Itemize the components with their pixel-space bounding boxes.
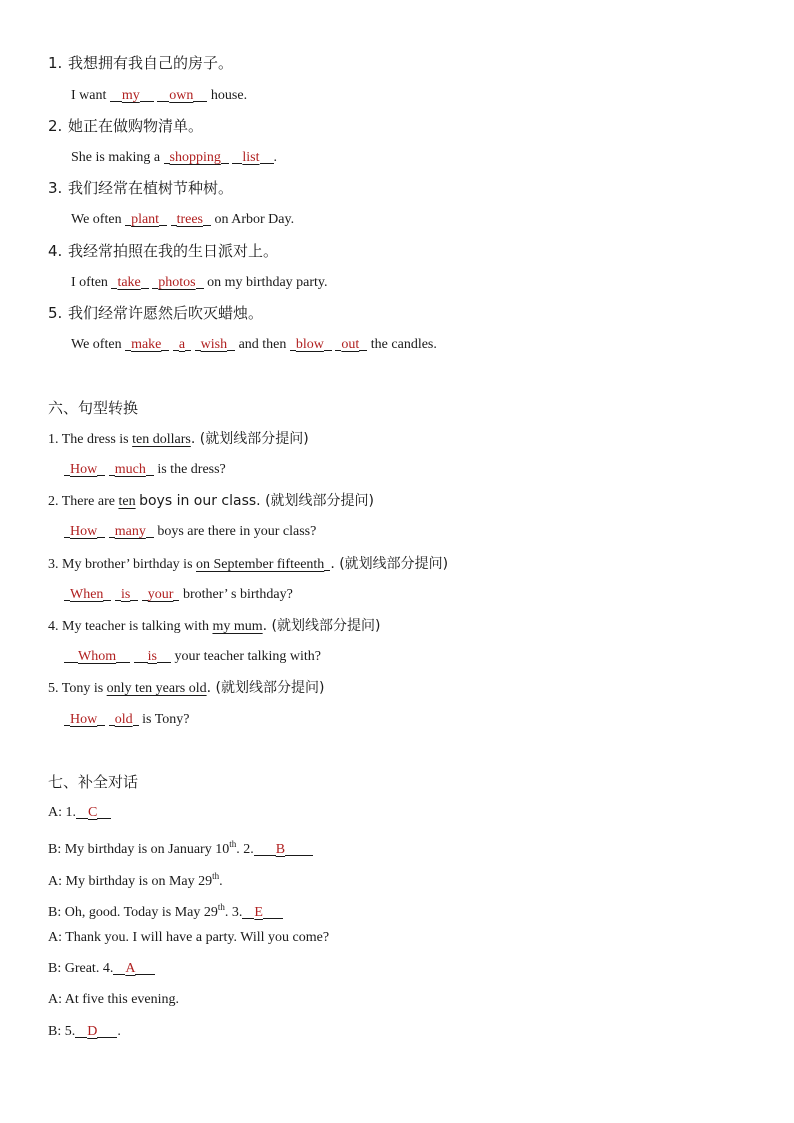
answer-5: How old is Tony? — [64, 710, 190, 730]
answer-blank: your — [147, 587, 174, 602]
answer-blank: is — [147, 649, 157, 664]
en-sentence-3: We often plant trees on Arbor Day. — [71, 212, 295, 227]
answer-4: Whom is your teacher talking with? — [64, 647, 321, 667]
en-sentence-1: I want my own house. — [71, 88, 248, 103]
dialogue-line-7: A: At five this evening. — [48, 992, 180, 1007]
answer-blank: B — [275, 842, 286, 857]
answer-blank: How — [70, 462, 98, 477]
dialogue-line-4: B: Oh, good. Today is May 29th. 3. E — [48, 897, 283, 923]
answer-blank: D — [87, 1024, 98, 1039]
cn-text: 我想拥有我自己的房子。 — [68, 54, 234, 72]
dialogue-line-8: B: 5. D . — [48, 1024, 121, 1039]
underlined-part: only ten years old — [106, 681, 207, 696]
answer-blank: wish — [200, 337, 228, 352]
item-number: 1. — [48, 54, 63, 72]
en-sentence-2: She is making a shopping list . — [71, 150, 278, 165]
cn-sentence-3: 3. 我们经常在植树节种树。 — [48, 179, 234, 197]
dialogue-line-2: B: My birthday is on January 10th. 2. B — [48, 834, 313, 860]
underlined-part: ten — [118, 494, 136, 509]
answer-blank: When — [70, 587, 104, 602]
answer-blank: list — [242, 150, 260, 165]
answer-3: When is your brother’ s birthday? — [64, 585, 293, 605]
answer-blank: blow — [295, 337, 324, 352]
underlined-part: my mum — [212, 619, 263, 634]
dialogue-line-6: B: Great. 4. A — [48, 959, 155, 979]
dialogue-line-5: A: Thank you. I will have a party. Will you come? — [48, 930, 330, 945]
question-2: 2. There are ten boys in our class. (就划线部分提问) — [48, 493, 375, 509]
answer-1: How much is the dress? — [64, 460, 226, 480]
underlined-part: ten dollars — [132, 432, 191, 447]
answer-blank: A — [125, 961, 136, 976]
answer-blank: make — [131, 337, 162, 352]
cn-sentence-1 — [48, 53, 233, 73]
answer-blank: a — [178, 337, 186, 352]
cn-sentence-4: 4. 我经常拍照在我的生日派对上。 — [48, 242, 279, 260]
cn-sentence-5: 5. 我们经常许愿然后吹灭蜡烛。 — [48, 304, 264, 322]
answer-blank: take — [117, 275, 141, 290]
answer-blank: own — [169, 88, 194, 103]
en-sentence-5: We often make a wish and then blow out the candles. — [71, 337, 437, 352]
question-5: 5. Tony is only ten years old. (就划线部分提问) — [48, 680, 325, 696]
answer-blank: trees — [176, 212, 204, 227]
answer-blank: shopping — [169, 150, 221, 165]
answer-blank: is — [120, 587, 131, 602]
answer-2: How many boys are there in your class? — [64, 522, 316, 542]
answer-blank: out — [341, 337, 360, 352]
question-1: 1. The dress is ten dollars. (就划线部分提问) — [48, 431, 309, 447]
section-title-7: 七、补全对话 — [48, 773, 139, 791]
underlined-part: on September fifteenth — [196, 557, 325, 572]
question-4: 4. My teacher is talking with my mum. (就划线部分提问) — [48, 618, 381, 634]
question-3: 3. My brother’ birthday is on September fifteenth . (就划线部分提问) — [48, 556, 449, 572]
answer-blank: old — [114, 712, 133, 727]
answer-blank: much — [114, 462, 146, 477]
dialogue-line-3: A: My birthday is on May 29th. — [48, 871, 223, 889]
answer-blank: How — [70, 712, 98, 727]
section-title-6: 六、句型转换 — [48, 399, 139, 417]
answer-blank: photos — [158, 275, 196, 290]
answer-blank: plant — [131, 212, 160, 227]
en-sentence-4: I often take photos on my birthday party. — [71, 275, 328, 290]
answer-blank: my — [121, 88, 140, 103]
answer-blank: How — [70, 524, 98, 539]
answer-blank: C — [88, 805, 98, 820]
dialogue-line-1: A: 1. C — [48, 803, 111, 823]
answer-blank: Whom — [78, 649, 117, 664]
answer-blank: many — [114, 524, 146, 539]
cn-sentence-2: 2. 她正在做购物清单。 — [48, 117, 204, 135]
answer-blank: E — [254, 905, 263, 920]
